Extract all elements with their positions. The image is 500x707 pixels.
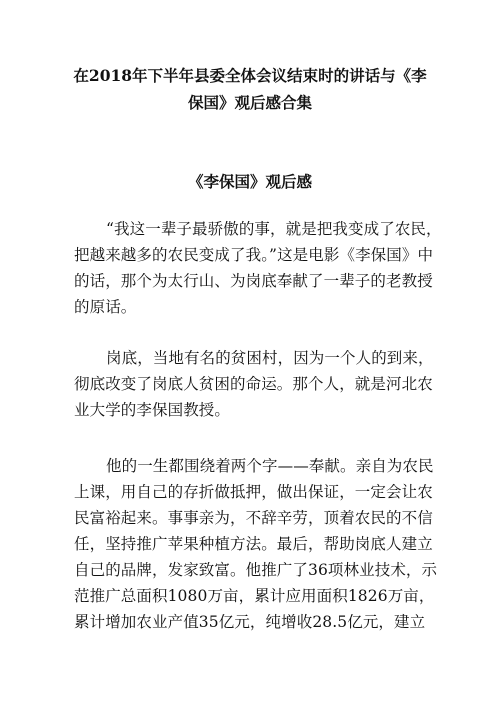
paragraph-line: 他的一生都围绕着两个字——奉献。亲自为农民 (106, 457, 434, 475)
paragraph-line: 把越来越多的农民变成了我。”这是电影《李保国》中 (74, 246, 434, 264)
paragraph-line: 业大学的李保国教授。 (74, 401, 231, 419)
document-title-line: 保国》观后感合集 (187, 93, 312, 112)
paragraph-line: 自己的品牌，发家致富。他推广了36项林业技术，示 (74, 561, 438, 579)
paragraph-line: 累计增加农业产值35亿元，纯增收28.5亿元，建立 (74, 613, 426, 631)
paragraph-1 (74, 216, 442, 320)
paragraph-line: 彻底改变了岗底人贫困的命运。那个人，就是河北农 (74, 375, 433, 393)
paragraph-line: 上课，用自己的存折做抵押，做出保证，一定会让农 (74, 483, 433, 501)
paragraph-line: 的话，那个为太行山、为岗底奉献了一辈子的老教授 (74, 272, 433, 290)
paragraph-2 (74, 345, 434, 423)
paragraph-line: 的原话。 (74, 298, 137, 316)
paragraph-line: “我这一辈子最骄傲的事，就是把我变成了农民， (106, 220, 442, 238)
paragraph-line: 范推广总面积1080万亩，累计应用面积1826万亩， (74, 587, 435, 605)
paragraph-3 (74, 453, 438, 635)
document-title-line: 在2018年下半年县委全体会议结束时的讲话与《李 (73, 66, 427, 85)
paragraph-line: 任，坚持推广苹果种植方法。最后，帮助岗底人建立 (74, 535, 433, 553)
section-title: 《李保国》观后感 (187, 172, 312, 191)
paragraph-line: 民富裕起来。事事亲为，不辞辛劳，顶着农民的不信 (74, 509, 433, 527)
paragraph-line: 岗底，当地有名的贫困村，因为一个人的到来， (106, 349, 434, 367)
document-title (70, 62, 430, 116)
